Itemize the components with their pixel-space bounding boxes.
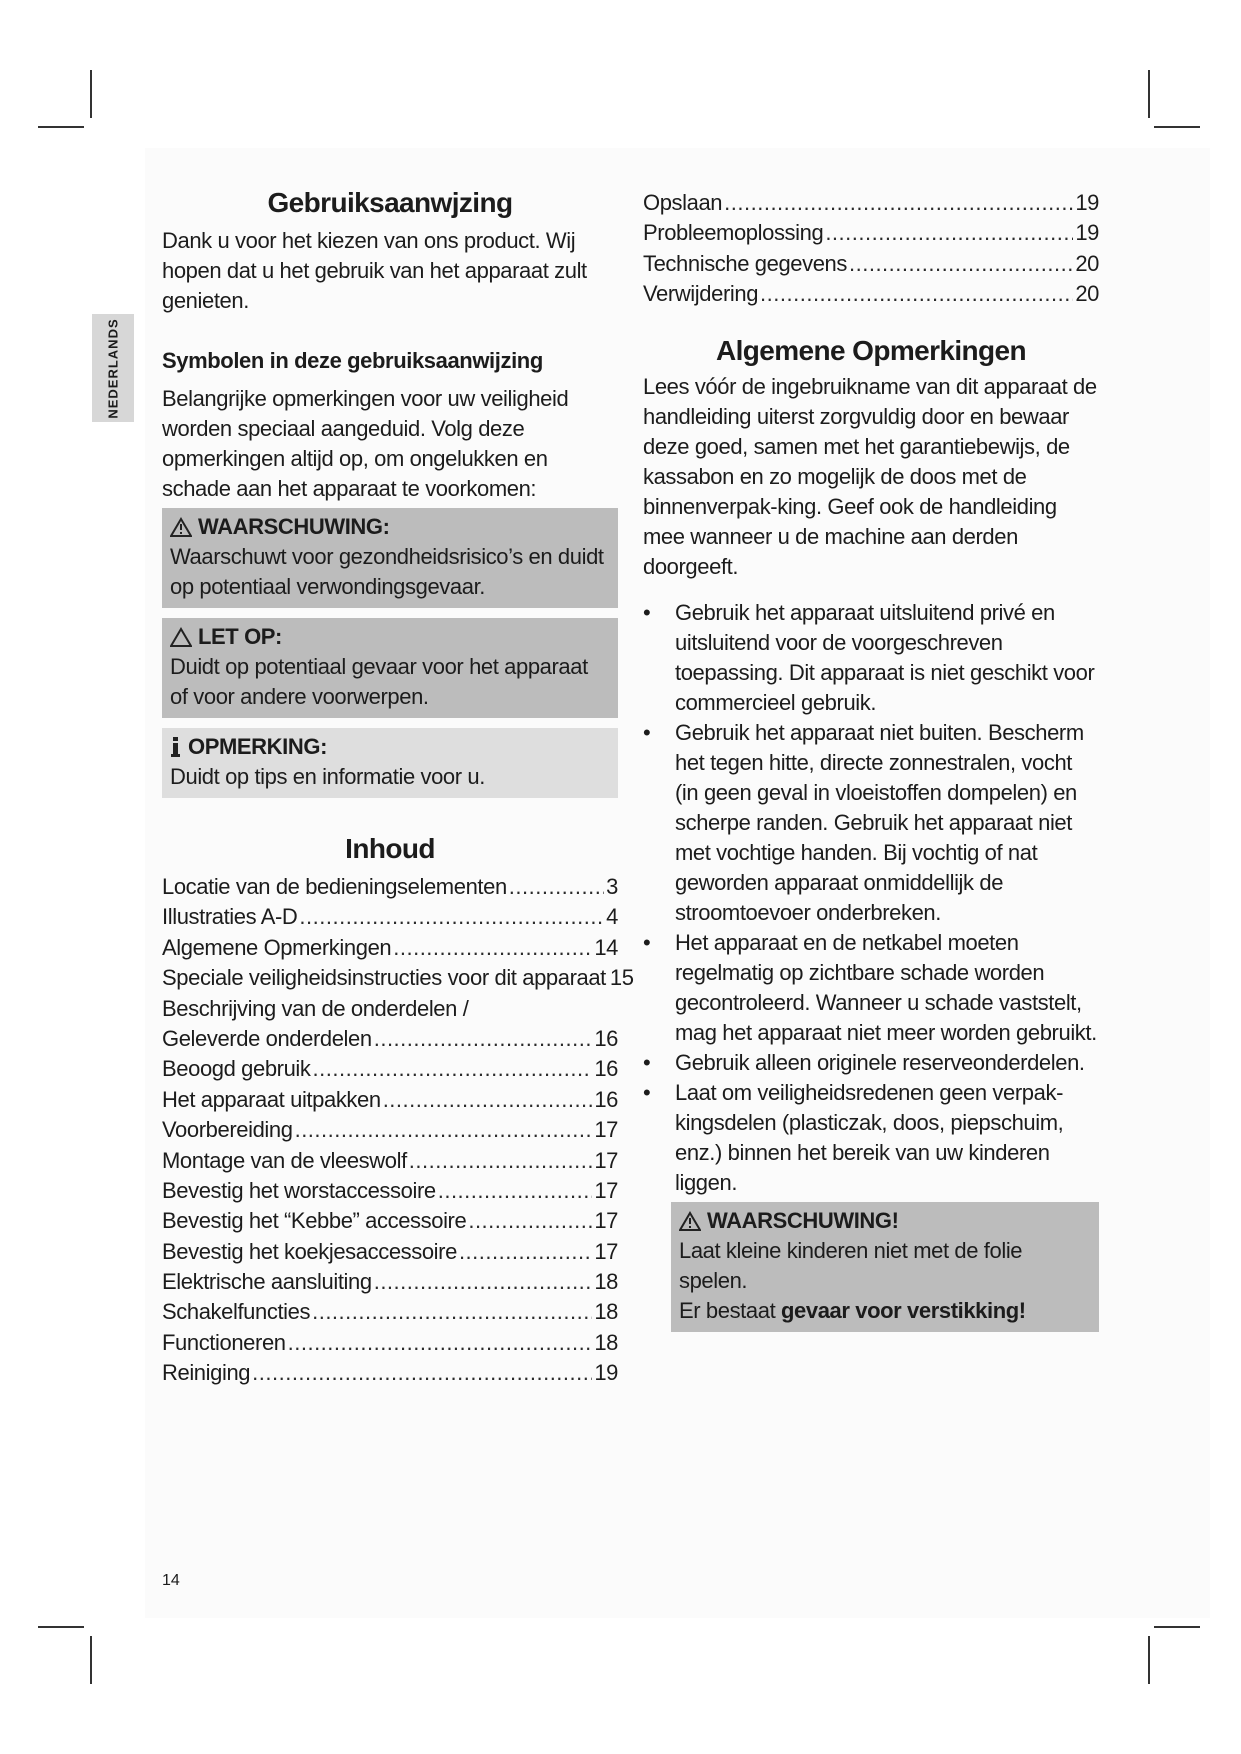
bullet-item: • Gebruik het apparaat uitsluitend privé en uitsluitend voor de voorgeschreven toepassing. Dit apparaat is niet geschikt voor commercieel gebruik. — [643, 598, 1099, 718]
toc-entry-label: Voorbereiding — [162, 1117, 293, 1143]
toc-entry — [162, 1206, 618, 1236]
toc-entry-label: Geleverde onderdelen — [162, 1025, 372, 1051]
note-text: Duidt op tips en informatie voor u. — [170, 764, 485, 789]
bullet-item: • Gebruik alleen originele reserveonderdelen. — [643, 1048, 1099, 1078]
toc-entry-page: 17 — [594, 1208, 618, 1234]
toc-leader-dots — [459, 1237, 592, 1267]
toc-entry-page: 19 — [1075, 190, 1099, 215]
toc-leader-dots — [438, 1176, 593, 1206]
intro-text: Dank u voor het kiezen van ons product. Wij hopen dat u het gebruik van het apparaat zult genieten. — [162, 228, 587, 313]
toc-entry-label: Elektrische aansluiting — [162, 1269, 372, 1295]
note-header — [170, 732, 610, 762]
toc-entry-label: Schakelfuncties — [162, 1299, 311, 1325]
toc-leader-dots — [509, 872, 604, 902]
toc-entry — [643, 279, 1099, 309]
toc-entry-label: Locatie van de bedieningselementen — [162, 874, 507, 899]
toc-entry-label: Het apparaat uitpakken — [162, 1086, 381, 1112]
symbols-text: Belangrijke opmerkingen voor uw veiligheid worden speciaal aangeduid. Volg deze opmerkingen altijd op, om ongelukken en schade aan het apparaat te voorkomen: — [162, 386, 569, 501]
crop-mark — [1154, 126, 1200, 128]
general-remarks-title: Algemene Opmerkingen — [715, 334, 1027, 366]
toc-entry — [162, 1328, 618, 1358]
toc-leader-dots — [312, 1297, 592, 1327]
toc-entry-page: 17 — [594, 1177, 618, 1203]
language-tab — [92, 314, 134, 422]
toc-leader-dots — [724, 188, 1073, 218]
warning-2-text: Laat kleine kinderen niet met de folie spelen. — [679, 1237, 1023, 1293]
note-label: OPMERKING: — [188, 734, 328, 759]
toc-entry-page: 19 — [594, 1360, 618, 1386]
toc-entry — [643, 218, 1099, 248]
caution-icon — [170, 627, 192, 647]
toc-leader-dots — [313, 1054, 593, 1084]
toc-leader-dots — [760, 279, 1073, 309]
toc-entry — [643, 188, 1099, 218]
toc-entry-label: Illustraties A-D — [162, 904, 298, 930]
contents-title: Inhoud — [345, 833, 435, 864]
warning-label: WAARSCHUWING: — [198, 514, 390, 539]
crop-mark — [38, 126, 84, 128]
info-icon — [170, 736, 182, 758]
toc-entry-label: Bevestig het worstaccessoire — [162, 1177, 436, 1203]
manual-title: Gebruiksaanwjzing — [267, 187, 513, 218]
toc-entry — [162, 902, 618, 932]
toc-entry-label: Beschrijving van de onderdelen / — [162, 995, 469, 1021]
right-column — [643, 188, 1099, 1332]
toc-entry-label: Montage van de vleeswolf — [162, 1147, 407, 1173]
safety-bullet-list — [643, 598, 1099, 1198]
toc-entry-page: 16 — [594, 1086, 618, 1112]
crop-mark — [1148, 1636, 1150, 1684]
toc-leader-dots — [288, 1328, 593, 1358]
symbols-heading: Symbolen in deze gebruiksaanwijzing — [162, 348, 543, 373]
toc-entry — [162, 1146, 618, 1176]
warning-box — [162, 508, 618, 608]
toc-entry — [643, 249, 1099, 279]
toc-entry — [162, 933, 618, 963]
warning-2-bold: gevaar voor verstikking! — [781, 1297, 1026, 1323]
warning-2-text-line2 — [679, 1296, 1091, 1326]
toc-entry — [162, 1297, 618, 1327]
toc-leader-dots — [374, 1024, 593, 1054]
toc-entry-page: 18 — [594, 1329, 618, 1355]
warning-header — [170, 512, 610, 542]
toc-entry-label: Technische gegevens — [643, 250, 847, 276]
warning-2-header — [679, 1206, 1091, 1236]
crop-mark — [38, 1626, 84, 1628]
toc-leader-dots — [825, 218, 1073, 248]
toc-entry-page: 17 — [594, 1238, 618, 1264]
toc-entry-page: 16 — [594, 1056, 618, 1082]
toc-leader-dots — [299, 902, 604, 932]
warning-icon — [170, 517, 192, 537]
toc-entry — [162, 1024, 618, 1054]
toc-entry-page: 16 — [594, 1025, 618, 1051]
toc-entry-label: Speciale veiligheidsinstructies voor dit apparaat — [162, 965, 606, 991]
toc-entry — [162, 872, 618, 902]
toc-entry-page: 14 — [594, 934, 618, 960]
toc-entry — [162, 1085, 618, 1115]
warning-text: Waarschuwt voor gezondheidsrisico’s en duidt op potentiaal verwondingsgevaar. — [170, 544, 604, 599]
toc-entry-page: 18 — [594, 1269, 618, 1295]
toc-entry — [162, 1115, 618, 1145]
toc-entry — [162, 994, 618, 1024]
toc-leader-dots — [252, 1358, 592, 1388]
toc-leader-dots — [409, 1146, 593, 1176]
toc-entry-label: Bevestig het koekjesaccessoire — [162, 1238, 457, 1264]
bullet-item: • Gebruik het apparaat niet buiten. Bescherm het tegen hitte, directe zonnestralen, vocht (in geen geval in vloeistoffen dompelen) en scherpe randen. Gebruik het apparaat niet met vochtige handen. Bij vochtig of nat geworden apparaat onmiddellijk de stroomtoevoer onderbreken. — [643, 718, 1099, 928]
toc-entry-label: Opslaan — [643, 190, 723, 215]
toc-entry — [162, 1358, 618, 1388]
toc-entry — [162, 1267, 618, 1297]
toc-entry-label: Beoogd gebruik — [162, 1056, 311, 1082]
toc-entry-page: 15 — [609, 965, 634, 991]
toc-entry — [162, 963, 634, 993]
note-box — [162, 728, 618, 798]
crop-mark — [90, 1636, 92, 1684]
caution-text: Duidt op potentiaal gevaar voor het apparaat of voor andere voorwerpen. — [170, 654, 588, 709]
table-of-contents — [162, 872, 634, 1389]
language-tab-label: NEDERLANDS — [105, 317, 121, 419]
left-column — [162, 187, 634, 1389]
toc-entry-page: 3 — [606, 874, 618, 899]
bullet-item: • Het apparaat en de netkabel moeten regelmatig op zichtbare schade worden gecontroleerd. Wanneer u schade vaststelt, mag het apparaat niet meer worden gebruikt. — [643, 928, 1099, 1048]
warning-box-2 — [671, 1202, 1099, 1332]
warning-2-label: WAARSCHUWING! — [707, 1207, 899, 1233]
toc-entry-label: Reiniging — [162, 1360, 251, 1386]
toc-entry-label: Verwijdering — [643, 281, 759, 307]
toc-entry-page: 18 — [594, 1299, 618, 1325]
toc-entry-label: Functioneren — [162, 1329, 286, 1355]
toc-entry-label: Algemene Opmerkingen — [162, 934, 392, 960]
caution-label: LET OP: — [198, 624, 282, 649]
toc-entry-label: Probleemoplossing — [643, 220, 824, 246]
toc-leader-dots — [393, 933, 592, 963]
toc-entry-page: 17 — [594, 1147, 618, 1173]
warning-icon — [679, 1211, 701, 1231]
toc-entry-page: 19 — [1075, 220, 1099, 246]
toc-entry-page: 20 — [1075, 281, 1099, 307]
bullet-item: • Laat om veiligheidsredenen geen verpak-kingsdelen (plasticzak, doos, piepschuim, enz.) binnen het bereik van uw kinderen liggen. — [643, 1078, 1099, 1198]
toc-leader-dots — [374, 1267, 593, 1297]
toc-entry-page: 20 — [1075, 250, 1099, 276]
crop-mark — [1154, 1626, 1200, 1628]
toc-leader-dots — [295, 1115, 593, 1145]
toc-entry-page: 17 — [594, 1117, 618, 1143]
caution-box — [162, 618, 618, 718]
toc-leader-dots — [383, 1085, 593, 1115]
toc-entry-page: 4 — [606, 904, 618, 930]
caution-header — [170, 622, 610, 652]
toc-entry — [162, 1237, 618, 1267]
table-of-contents-continued — [643, 188, 1099, 310]
toc-entry-label: Bevestig het “Kebbe” accessoire — [162, 1208, 467, 1234]
page-number: 14 — [162, 1572, 180, 1589]
warning-2-plain: Er bestaat — [679, 1297, 781, 1323]
toc-entry — [162, 1054, 618, 1084]
toc-leader-dots — [468, 1206, 592, 1236]
general-remarks-intro: Lees vóór de ingebruikname van dit apparaat de handleiding uiterst zorgvuldig door en bewaar deze goed, samen met het garantiebewijs, de kassabon en zo mogelijk de doos met de binnenverpak-king. Geef ook de handleiding mee wanneer u de machine aan derden doorgeeft. — [643, 373, 1097, 579]
toc-entry — [162, 1176, 618, 1206]
crop-mark — [90, 70, 92, 118]
toc-leader-dots — [849, 249, 1073, 279]
crop-mark — [1148, 70, 1150, 118]
